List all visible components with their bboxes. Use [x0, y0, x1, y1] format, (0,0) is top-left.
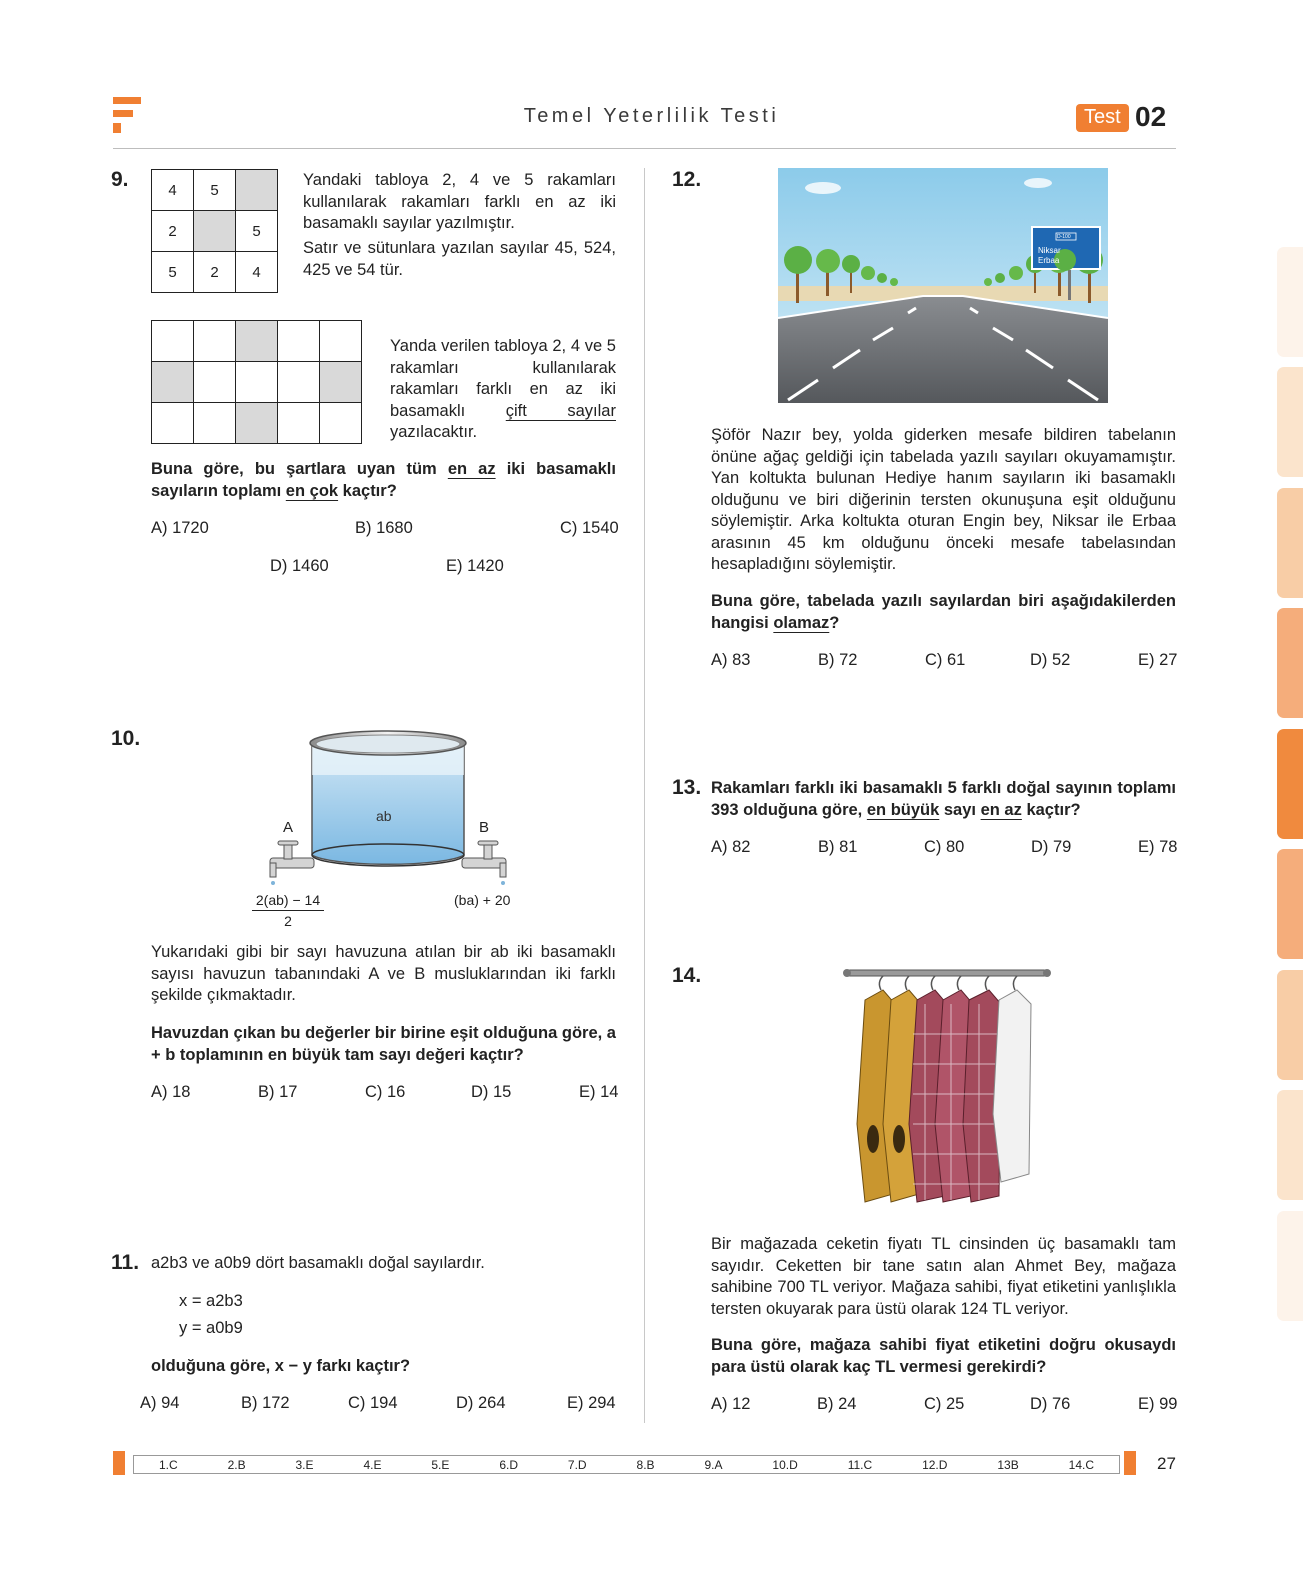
- column-divider: [644, 168, 645, 1423]
- q12-option-c[interactable]: C) 61: [925, 651, 966, 669]
- q11-option-a[interactable]: A) 94: [140, 1394, 180, 1412]
- q10-text: Yukarıdaki gibi bir sayı havuzuna atılan bir ab iki basamaklı sayısı havuzun tabanındaki A ve B musluklarından iki farklı şekilde çıkmaktadır.: [151, 943, 616, 1004]
- answer-key-item: 3.E: [295, 1457, 314, 1472]
- road-sign-text: Niksar Erbaa: [1038, 246, 1061, 265]
- q11-option-c[interactable]: C) 194: [348, 1394, 398, 1412]
- q14-option-b[interactable]: B) 24: [817, 1395, 857, 1413]
- q9-option-a[interactable]: A) 1720: [151, 519, 209, 537]
- q14-option-e[interactable]: E) 99: [1138, 1395, 1178, 1413]
- q10-option-a[interactable]: A) 18: [151, 1083, 191, 1101]
- test-badge: Test: [1076, 104, 1129, 132]
- grid-cell-shaded: [236, 170, 278, 211]
- q12-option-e[interactable]: E) 27: [1138, 651, 1178, 669]
- q11-text: a2b3 ve a0b9 dört basamaklı doğal sayılardır.: [151, 1254, 485, 1272]
- q10-option-b[interactable]: B) 17: [258, 1083, 298, 1101]
- q12-text: Şöför Nazır bey, yolda giderken mesafe bildiren tabelanın önüne ağaç geldiği için tabelada yazılı sayıları okuyamamıştır. Yan koltukta bulunan Hediye hanım sayıların iki basamaklı olduğunu ve biri diğerinin tersten okunuşuna eşit olduğunu söylemiştir. Arka koltukta oturan Engin bey, Niksar ile Erbaa arasının 45 km olduğunu önceki mesafe tabelasından hesapladığını söylemiştir.: [711, 426, 1176, 573]
- q11-option-d[interactable]: D) 264: [456, 1394, 506, 1412]
- answer-key-item: 12.D: [922, 1457, 948, 1472]
- q13-option-c[interactable]: C) 80: [924, 838, 965, 856]
- grid-cell-shaded: [194, 211, 236, 252]
- q13-option-e[interactable]: E) 78: [1138, 838, 1178, 856]
- q9-option-e[interactable]: E) 1420: [446, 557, 504, 575]
- q13-option-a[interactable]: A) 82: [711, 838, 751, 856]
- page-number: 27: [1157, 1454, 1176, 1473]
- answer-key: [133, 1455, 1120, 1474]
- q9-question: Buna göre, bu şartlara uyan tüm en az iki basamaklı sayıların toplamı en çok kaçtır?: [151, 460, 616, 500]
- grid-cell: 2: [194, 252, 236, 293]
- q10-option-e[interactable]: E) 14: [579, 1083, 619, 1101]
- sign-route-code: D-100: [1057, 234, 1071, 240]
- q12-option-d[interactable]: D) 52: [1030, 651, 1071, 669]
- grid-cell: 4: [236, 252, 278, 293]
- page-header-title: Temel Yeterlilik Testi: [523, 105, 780, 127]
- q10-option-c[interactable]: C) 16: [365, 1083, 406, 1101]
- pool-label-ab: ab: [376, 808, 392, 824]
- grid-cell: 5: [236, 211, 278, 252]
- q9-option-b[interactable]: B) 1680: [355, 519, 413, 537]
- tap-label-b: B: [479, 819, 490, 836]
- tap-b-formula: (ba) + 20: [454, 892, 511, 908]
- answer-key-item: 7.D: [567, 1457, 587, 1472]
- answer-key-item: 9.A: [704, 1457, 723, 1472]
- q9-text-3: Yanda verilen tabloya 2, 4 ve 5 rakamları kullanılarak rakamları farklı en az iki basamaklı çift sayılar yazılacaktır.: [390, 337, 616, 441]
- question-12-number: 12.: [672, 168, 702, 191]
- grid-cell: 5: [152, 252, 194, 293]
- q14-option-c[interactable]: C) 25: [924, 1395, 965, 1413]
- q14-text: Bir mağazada ceketin fiyatı TL cinsinden üç basamaklı tam sayıdır. Ceketten bir tane satın alan Ahmet Bey, mağaza sahibine 700 TL veriyor. Mağaza sahibi, fiyat etiketini yanlışlıkla tersten okuyarak para üstü olarak 124 TL veriyor.: [711, 1235, 1176, 1318]
- q9-example-grid: [151, 169, 278, 293]
- road-illustration: [778, 168, 1108, 403]
- grid-cell: 4: [152, 170, 194, 211]
- answer-key-item: 8.B: [636, 1457, 655, 1472]
- question-11-number: 11.: [111, 1251, 140, 1274]
- answer-key-item: 6.D: [499, 1457, 518, 1472]
- q12-question: Buna göre, tabelada yazılı sayılardan biri aşağıdakilerden hangisi olamaz?: [711, 592, 1176, 632]
- grid-cell: 5: [194, 170, 236, 211]
- q12-option-b[interactable]: B) 72: [818, 651, 858, 669]
- answer-key-item: 4.E: [363, 1457, 382, 1472]
- jackets-on-rack-illustration: [843, 964, 1053, 1209]
- q10-option-d[interactable]: D) 15: [471, 1083, 512, 1101]
- test-number: 02: [1135, 101, 1167, 132]
- q9-text-2: Satır ve sütunlara yazılan sayılar 45, 524, 425 ve 54 tür.: [303, 239, 616, 279]
- footer-accent-left: [113, 1451, 125, 1475]
- header-divider: [113, 148, 1176, 149]
- answer-key-item: 13B: [997, 1457, 1019, 1472]
- answer-key-item: 2.B: [227, 1457, 246, 1472]
- question-10-number: 10.: [111, 727, 141, 750]
- footer-accent-right: [1124, 1451, 1136, 1475]
- question-13-number: 13.: [672, 776, 702, 799]
- q11-option-b[interactable]: B) 172: [241, 1394, 290, 1412]
- q14-option-d[interactable]: D) 76: [1030, 1395, 1071, 1413]
- q13-question: Rakamları farklı iki basamaklı 5 farklı doğal sayının toplamı 393 olduğuna göre, en büyük sayı en az kaçtır?: [711, 779, 1176, 819]
- q9-text-1: Yandaki tabloya 2, 4 ve 5 rakamları kullanılarak rakamları farklı en az iki basamaklı sayılar yazılmıştır.: [303, 171, 616, 232]
- q14-option-a[interactable]: A) 12: [711, 1395, 751, 1413]
- q11-question: olduğuna göre, x − y farkı kaçtır?: [151, 1357, 411, 1375]
- q13-option-d[interactable]: D) 79: [1031, 838, 1072, 856]
- question-14-number: 14.: [672, 964, 702, 987]
- q11-eq-y: y = a0b9: [179, 1319, 243, 1337]
- question-9-number: 9.: [111, 168, 129, 191]
- answer-key-item: 10.D: [772, 1457, 798, 1472]
- q11-eq-x: x = a2b3: [179, 1292, 243, 1310]
- tap-label-a: A: [283, 819, 294, 836]
- q9-empty-grid: [151, 320, 362, 444]
- q11-option-e[interactable]: E) 294: [567, 1394, 616, 1412]
- tap-a-formula: 2(ab) − 14 2: [252, 892, 324, 929]
- q9-option-d[interactable]: D) 1460: [270, 557, 329, 575]
- q13-option-b[interactable]: B) 81: [818, 838, 858, 856]
- q10-question: Havuzdan çıkan bu değerler bir birine eşit olduğuna göre, a + b toplamının en büyük tam sayı değeri kaçtır?: [151, 1024, 616, 1064]
- answer-key-item: 1.C: [158, 1457, 178, 1472]
- grid-cell: 2: [152, 211, 194, 252]
- answer-key-item: 5.E: [431, 1457, 450, 1472]
- answer-key-item: 14.C: [1068, 1457, 1094, 1472]
- q12-option-a[interactable]: A) 83: [711, 651, 751, 669]
- q9-option-c[interactable]: C) 1540: [560, 519, 619, 537]
- answer-key-item: 11.C: [847, 1457, 873, 1472]
- q14-question: Buna göre, mağaza sahibi fiyat etiketini doğru okusaydı para üstü olarak kaç TL vermesi gerekirdi?: [711, 1336, 1176, 1376]
